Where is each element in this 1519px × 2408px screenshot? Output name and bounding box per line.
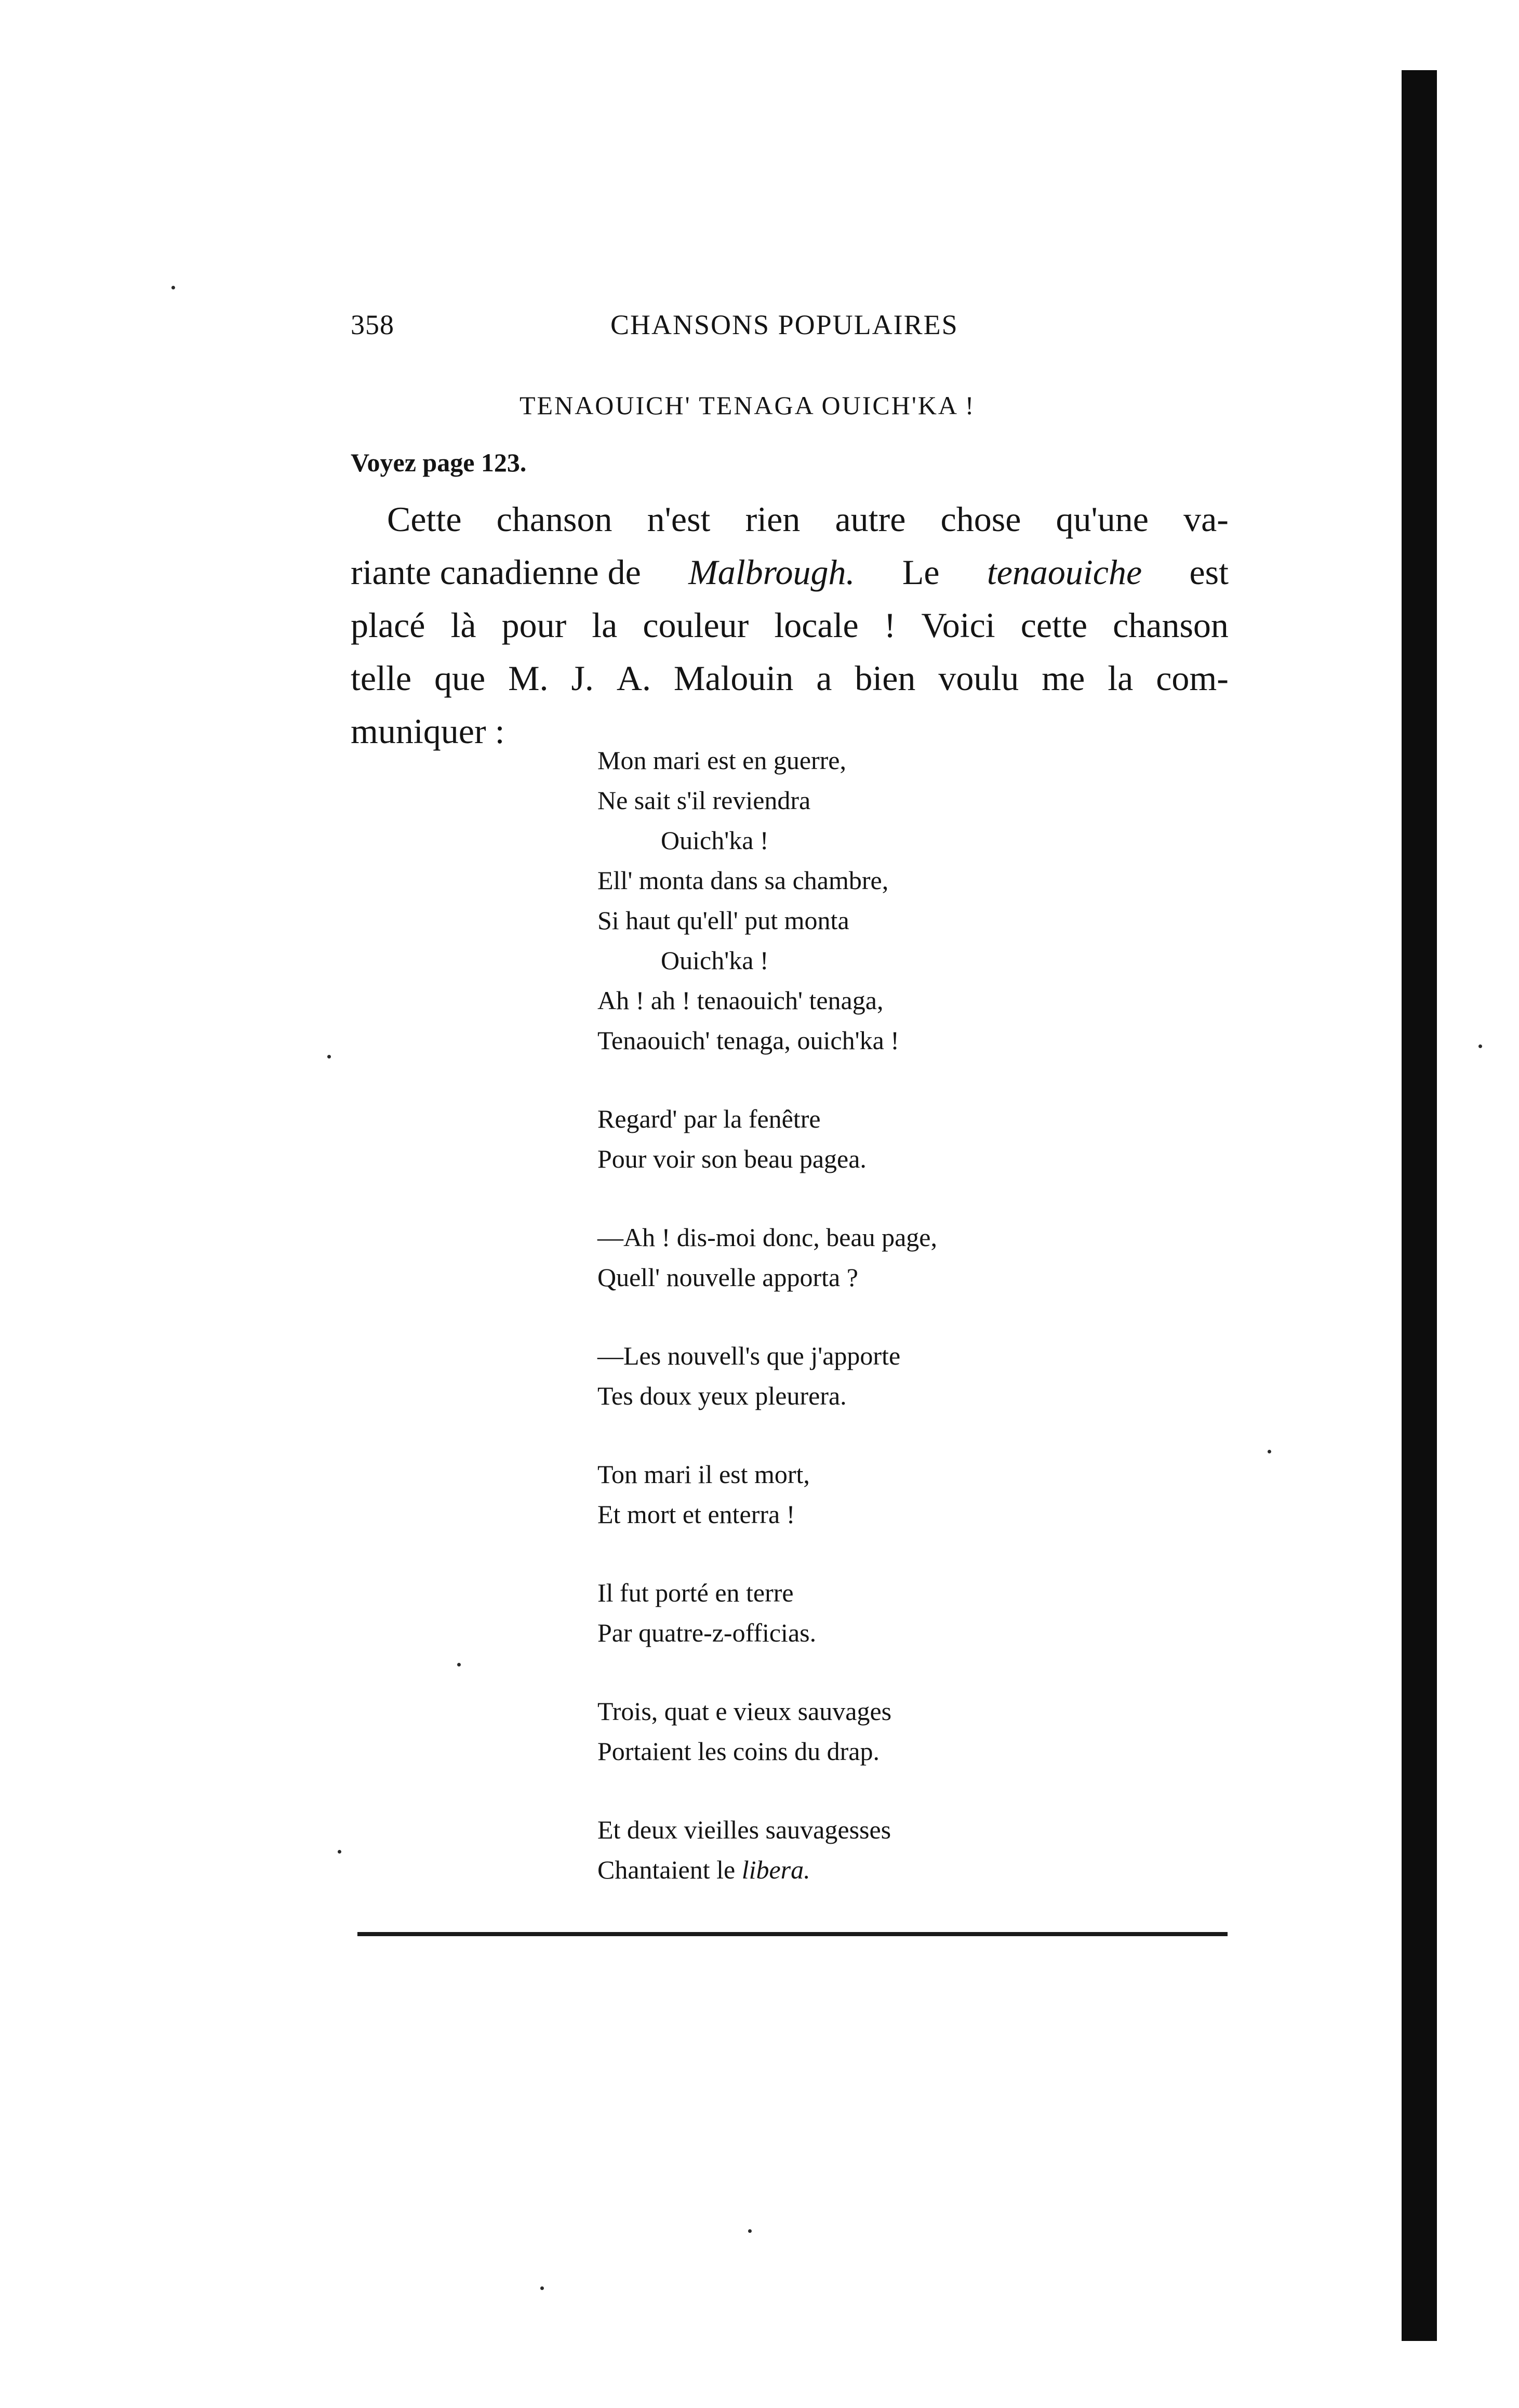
scan-speck bbox=[1268, 1450, 1271, 1453]
refrain-line: Ouich'ka ! bbox=[661, 946, 769, 975]
intro-word: rien bbox=[745, 499, 801, 539]
running-title: CHANSONS POPULAIRES bbox=[610, 309, 958, 340]
verse-line: Ah ! ah ! tenaouich' tenaga, bbox=[597, 986, 884, 1015]
intro-word: chose bbox=[940, 499, 1021, 539]
intro-text: riante canadienne de bbox=[351, 552, 641, 592]
verse-line: Par quatre-z-officias. bbox=[597, 1618, 817, 1647]
scan-speck bbox=[748, 2229, 752, 2233]
cross-reference: Voyez page 123. bbox=[351, 448, 527, 477]
verse-line: Regard' par la fenêtre bbox=[597, 1104, 821, 1133]
intro-word: n'est bbox=[647, 499, 711, 539]
intro-word: Cette bbox=[387, 499, 462, 539]
stanza-2 bbox=[597, 1099, 937, 1179]
verse-line: —Les nouvell's que j'apporte bbox=[597, 1341, 901, 1370]
intro-italic-term: tenaouiche bbox=[987, 552, 1142, 592]
intro-word: bien bbox=[855, 658, 916, 698]
intro-word: voulu bbox=[938, 658, 1019, 698]
scan-speck bbox=[540, 2286, 544, 2290]
stanza-7 bbox=[597, 1691, 937, 1771]
song-verses bbox=[597, 740, 937, 1928]
intro-word: telle bbox=[351, 658, 412, 698]
verse-text: Chantaient le bbox=[597, 1855, 736, 1884]
verse-line: Tes doux yeux pleurera. bbox=[597, 1381, 847, 1410]
intro-text: est bbox=[1189, 552, 1229, 592]
intro-line-4 bbox=[351, 652, 1229, 705]
intro-word: la bbox=[592, 605, 618, 645]
intro-word: pour bbox=[501, 605, 567, 645]
intro-word: A. bbox=[616, 658, 651, 698]
intro-word: couleur bbox=[643, 605, 749, 645]
intro-word: cette bbox=[1020, 605, 1088, 645]
intro-word: M. bbox=[508, 658, 549, 698]
intro-word: J. bbox=[571, 658, 594, 698]
verse-line: Il fut porté en terre bbox=[597, 1578, 794, 1607]
scan-speck bbox=[327, 1055, 331, 1059]
song-title: TENAOUICH' TENAGA OUICH'KA ! bbox=[519, 391, 976, 420]
verse-line: Ton mari il est mort, bbox=[597, 1460, 810, 1489]
page-number: 358 bbox=[351, 309, 394, 340]
intro-line-3 bbox=[351, 599, 1229, 652]
verse-line: Portaient les coins du drap. bbox=[597, 1737, 880, 1766]
verse-line: Mon mari est en guerre, bbox=[597, 746, 847, 775]
intro-word: locale bbox=[774, 605, 859, 645]
intro-word: la bbox=[1108, 658, 1134, 698]
intro-line-1 bbox=[351, 493, 1229, 546]
stanza-4 bbox=[597, 1336, 937, 1416]
intro-word: que bbox=[434, 658, 486, 698]
stanza-3 bbox=[597, 1218, 937, 1298]
verse-line: Et mort et enterra ! bbox=[597, 1500, 795, 1529]
verse-line: Tenaouich' tenaga, ouich'ka ! bbox=[597, 1026, 899, 1055]
verse-line: Ell' monta dans sa chambre, bbox=[597, 866, 889, 895]
intro-word: autre bbox=[835, 499, 906, 539]
verse-line: Pour voir son beau pagea. bbox=[597, 1144, 867, 1173]
intro-word: Voici bbox=[921, 605, 995, 645]
scan-speck bbox=[171, 286, 175, 289]
verse-line: Trois, quat e vieux sauvages bbox=[597, 1697, 892, 1726]
end-rule bbox=[357, 1932, 1228, 1936]
intro-word: va- bbox=[1183, 499, 1229, 539]
scan-edge-shadow bbox=[1402, 70, 1437, 2341]
intro-word: placé bbox=[351, 605, 425, 645]
intro-word: com- bbox=[1156, 658, 1229, 698]
verse-line bbox=[597, 1850, 937, 1890]
intro-line-2 bbox=[351, 546, 1229, 599]
intro-word: là bbox=[450, 605, 476, 645]
refrain-line: Ouich'ka ! bbox=[661, 826, 769, 855]
stanza-1 bbox=[597, 740, 937, 1061]
verse-line: —Ah ! dis-moi donc, beau page, bbox=[597, 1223, 938, 1252]
intro-paragraph bbox=[351, 493, 1229, 758]
intro-word: ! bbox=[884, 605, 896, 645]
scan-speck bbox=[1478, 1044, 1482, 1048]
intro-word: chanson bbox=[1113, 605, 1229, 645]
intro-word: Malouin bbox=[673, 658, 794, 698]
stanza-8 bbox=[597, 1810, 937, 1890]
verse-line: Ne sait s'il reviendra bbox=[597, 786, 811, 815]
intro-word: me bbox=[1042, 658, 1085, 698]
verse-italic-term: libera. bbox=[741, 1855, 810, 1884]
intro-text: muniquer : bbox=[351, 711, 505, 751]
verse-line: Et deux vieilles sauvagesses bbox=[597, 1815, 891, 1844]
scan-speck bbox=[338, 1850, 341, 1854]
intro-word: qu'une bbox=[1056, 499, 1149, 539]
stanza-5 bbox=[597, 1454, 937, 1534]
intro-italic-title: Malbrough. bbox=[688, 552, 855, 592]
stanza-6 bbox=[597, 1573, 937, 1653]
scan-speck bbox=[457, 1663, 461, 1666]
intro-word: chanson bbox=[496, 499, 612, 539]
intro-word: a bbox=[816, 658, 832, 698]
intro-text: Le bbox=[902, 552, 940, 592]
verse-line: Si haut qu'ell' put monta bbox=[597, 906, 849, 935]
verse-line: Quell' nouvelle apporta ? bbox=[597, 1263, 858, 1292]
running-header bbox=[351, 304, 1008, 346]
